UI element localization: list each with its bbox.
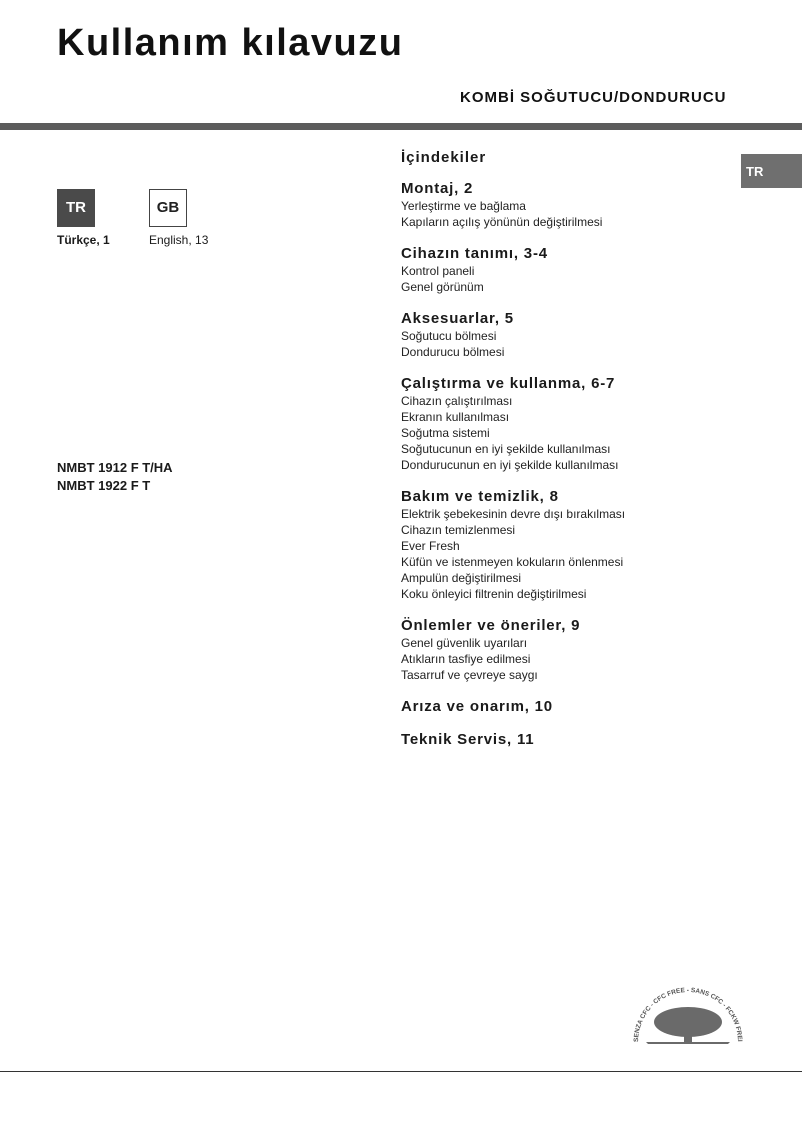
toc-section-title[interactable]: Montaj, 2 — [401, 180, 474, 197]
toc-section-title[interactable]: Bakım ve temizlik, 8 — [401, 488, 559, 505]
toc-section-onlemler — [401, 617, 791, 683]
toc-section-title[interactable]: Önlemler ve öneriler, 9 — [401, 617, 581, 634]
table-of-contents — [401, 149, 791, 764]
toc-item[interactable]: Dondurucunun en iyi şekilde kullanılması — [401, 458, 619, 472]
footer-divider — [0, 1071, 802, 1072]
model-list — [57, 459, 173, 495]
toc-item[interactable]: Soğutucu bölmesi — [401, 329, 497, 343]
toc-section-title[interactable]: Teknik Servis, 11 — [401, 731, 535, 748]
tree-icon — [646, 1007, 730, 1044]
toc-section-title[interactable]: Çalıştırma ve kullanma, 6-7 — [401, 375, 616, 392]
toc-item[interactable]: Genel güvenlik uyarıları — [401, 636, 528, 650]
toc-section-aksesuarlar — [401, 310, 791, 360]
toc-item[interactable]: Kapıların açılış yönünün değiştirilmesi — [401, 215, 603, 229]
toc-item[interactable]: Soğutma sistemi — [401, 426, 490, 440]
cfc-logo-text: SENZA CFC - CFC FREE - SANS CFC - FCKW FREI — [632, 986, 744, 1043]
model-name: NMBT 1912 F T/HA — [57, 460, 173, 475]
toc-section-montaj — [401, 180, 791, 230]
toc-item[interactable]: Ampulün değiştirilmesi — [401, 571, 522, 585]
toc-section-title[interactable]: Arıza ve onarım, 10 — [401, 698, 553, 715]
toc-item[interactable]: Tasarruf ve çevreye saygı — [401, 668, 538, 682]
header-divider-bar — [0, 123, 802, 130]
toc-item[interactable]: Cihazın çalıştırılması — [401, 394, 513, 408]
toc-section-title[interactable]: Cihazın tanımı, 3-4 — [401, 245, 548, 262]
toc-item[interactable]: Ekranın kullanılması — [401, 410, 510, 424]
model-name: NMBT 1922 F T — [57, 478, 151, 493]
toc-section-teknik-servis — [401, 731, 791, 749]
toc-section-ariza — [401, 698, 791, 716]
toc-item[interactable]: Yerleştirme ve bağlama — [401, 199, 526, 213]
language-caption-tr[interactable]: Türkçe, 1 — [57, 233, 110, 247]
toc-item[interactable]: Genel görünüm — [401, 280, 484, 294]
toc-item[interactable]: Dondurucu bölmesi — [401, 345, 505, 359]
toc-item[interactable]: Küfün ve istenmeyen kokuların önlenmesi — [401, 555, 624, 569]
cfc-free-logo — [628, 980, 748, 1050]
product-subtitle: KOMBİ SOĞUTUCU/DONDURUCU — [460, 89, 727, 106]
language-button-gb[interactable]: GB — [149, 189, 187, 227]
language-button-tr[interactable]: TR — [57, 189, 95, 227]
language-caption-gb[interactable]: English, 13 — [149, 233, 209, 247]
toc-item[interactable]: Atıkların tasfiye edilmesi — [401, 652, 531, 666]
toc-item[interactable]: Elektrik şebekesinin devre dışı bırakılması — [401, 507, 626, 521]
toc-item[interactable]: Soğutucunun en iyi şekilde kullanılması — [401, 442, 611, 456]
toc-item[interactable]: Koku önleyici filtrenin değiştirilmesi — [401, 587, 587, 601]
side-language-tab[interactable]: TR — [741, 154, 802, 188]
toc-section-cihazin-tanimi — [401, 245, 791, 295]
page-title: Kullanım kılavuzu — [57, 22, 404, 64]
toc-item[interactable]: Cihazın temizlenmesi — [401, 523, 516, 537]
toc-section-title[interactable]: Aksesuarlar, 5 — [401, 310, 514, 327]
toc-section-bakim — [401, 488, 791, 602]
toc-section-calistirma — [401, 375, 791, 473]
toc-item[interactable]: Ever Fresh — [401, 539, 460, 553]
toc-item[interactable]: Kontrol paneli — [401, 264, 475, 278]
toc-heading: İçindekiler — [401, 149, 487, 166]
